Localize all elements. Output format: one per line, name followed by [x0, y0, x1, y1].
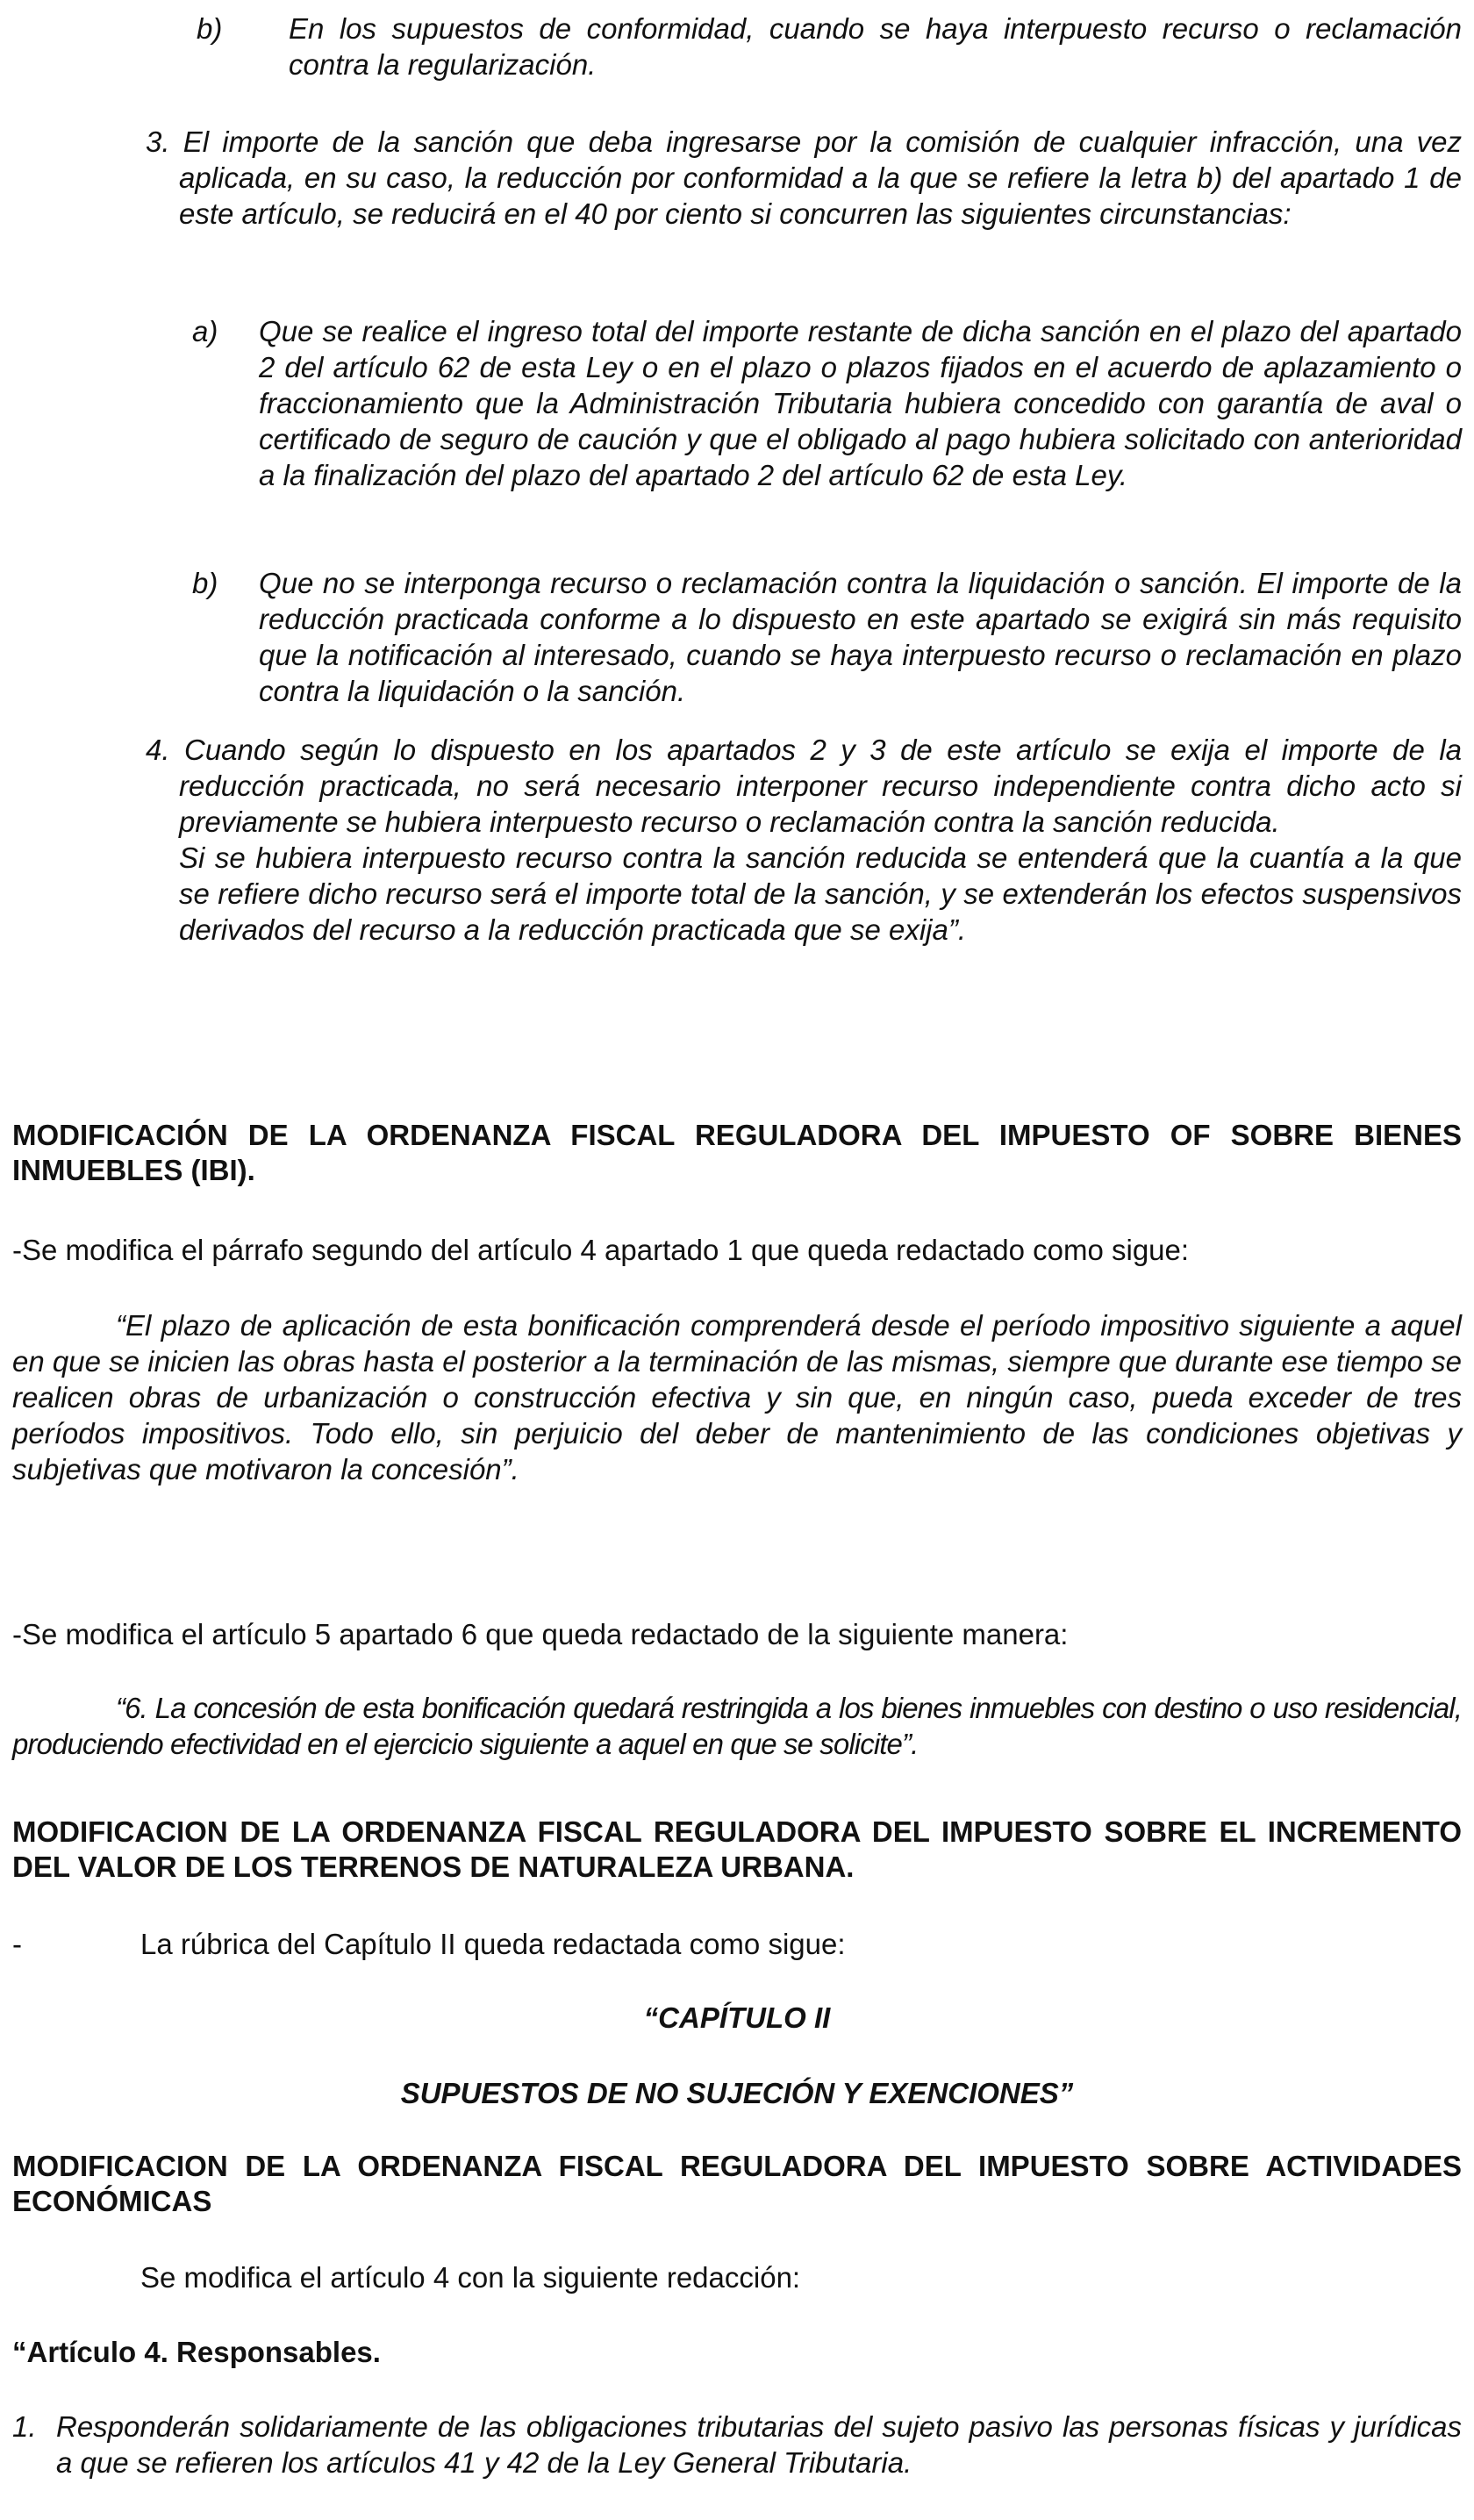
iae-heading: MODIFICACION DE LA ORDENANZA FISCAL REGULADORA DEL IMPUESTO SOBRE ACTIVIDADES ECONÓMICAS	[12, 2150, 1462, 2217]
iae-intro: Se modifica el artículo 4 con la siguiente redacción:	[140, 2261, 801, 2294]
ibi-quote-2: “6. La concesión de esta bonificación quedará restringida a los bienes inmuebles con destino o uso residencial, produciendo efectividad en el ejercicio siguiente a aquel en que se solicite”.	[12, 1692, 1462, 1760]
art4-text-2: Si se hubiera interpuesto recurso contra la sanción reducida se entenderá que la cuantía a la que se refiere dicho recurso será el importe total de la sanción, y se extenderán los efectos suspensivos derivados del recurso a la reducción practicada que se exija”.	[179, 841, 1462, 946]
art4-text-1: 4. Cuando según lo dispuesto en los apartados 2 y 3 de este artículo se exija el importe de la reducción practicada, no será necesario interponer recurso independiente contra dicho acto si previamente se hubiera interpuesto recurso o reclamación contra la sanción reducida.	[146, 734, 1462, 838]
dash-marker: -	[12, 1928, 22, 1960]
list-item-text: Que se realice el ingreso total del importe restante de dicha sanción en el plazo del apartado 2 del artículo 62 de esta Ley o en el plazo o plazos fijados en el acuerdo de aplazamiento o fraccionamiento que la Administración Tributaria hubiera concedido con garantía de aval o certificado de seguro de caución y que el obligado al pago hubiera solicitado con anterioridad a la finalización del plazo del apartado 2 del artículo 62 de esta Ley.	[259, 315, 1462, 491]
chapter-title: SUPUESTOS DE NO SUJECIÓN Y EXENCIONES”	[400, 2077, 1074, 2109]
list-item-text: Responderán solidariamente de las obligaciones tributarias del sujeto pasivo las personas físicas y jurídicas a que se refieren los artículos 41 y 42 de la Ley General Tributaria.	[56, 2410, 1462, 2479]
ibi-intro-1: -Se modifica el párrafo segundo del artículo 4 apartado 1 que queda redactado como sigue:	[12, 1234, 1190, 1266]
list-marker: 1.	[12, 2410, 37, 2443]
list-item-text: Que no se interponga recurso o reclamación contra la liquidación o sanción. El importe de la reducción practicada conforme a lo dispuesto en este apartado se exigirá sin más requisito que la notificación al interesado, cuando se haya interpuesto recurso o reclamación en plazo contra la liquidación o la sanción.	[259, 567, 1462, 707]
list-marker: b)	[192, 567, 218, 599]
list-marker: b)	[197, 12, 223, 45]
chapter-label: “CAPÍTULO II	[643, 2001, 831, 2034]
ibi-intro-2: -Se modifica el artículo 5 apartado 6 que queda redactado de la siguiente manera:	[12, 1618, 1069, 1650]
art4-paragraph	[146, 732, 1462, 948]
iivtnu-intro: La rúbrica del Capítulo II queda redactada como sigue:	[140, 1928, 846, 1960]
list-marker: a)	[192, 315, 218, 347]
list-item-text: En los supuestos de conformidad, cuando se haya interpuesto recurso o reclamación contra la regularización.	[289, 12, 1462, 81]
ibi-quote-1: “El plazo de aplicación de esta bonificación comprenderá desde el período impositivo siguiente a aquel en que se inicien las obras hasta el posterior a la terminación de las mismas, siempre que durante ese tiempo se realicen obras de urbanización o construcción efectiva y sin que, en ningún caso, pueda exceder de tres períodos impositivos. Todo ello, sin perjuicio del deber de mantenimiento de las condiciones objetivas y subjetivas que motivaron la concesión”.	[12, 1309, 1462, 1486]
art3-paragraph: 3. El importe de la sanción que deba ingresarse por la comisión de cualquier infracción, una vez aplicada, en su caso, la reducción por conformidad a la que se refiere la letra b) del apartado 1 de este artículo, se reducirá en el 40 por ciento si concurren las siguientes circunstancias:	[146, 125, 1462, 230]
ibi-heading: MODIFICACIÓN DE LA ORDENANZA FISCAL REGULADORA DEL IMPUESTO OF SOBRE BIENES INMUEBLES (IBI).	[12, 1119, 1462, 1186]
article-title: “Artículo 4. Responsables.	[12, 2336, 381, 2368]
iivtnu-heading: MODIFICACION DE LA ORDENANZA FISCAL REGULADORA DEL IMPUESTO SOBRE EL INCREMENTO DEL VALOR DE LOS TERRENOS DE NATURALEZA URBANA.	[12, 1815, 1462, 1883]
